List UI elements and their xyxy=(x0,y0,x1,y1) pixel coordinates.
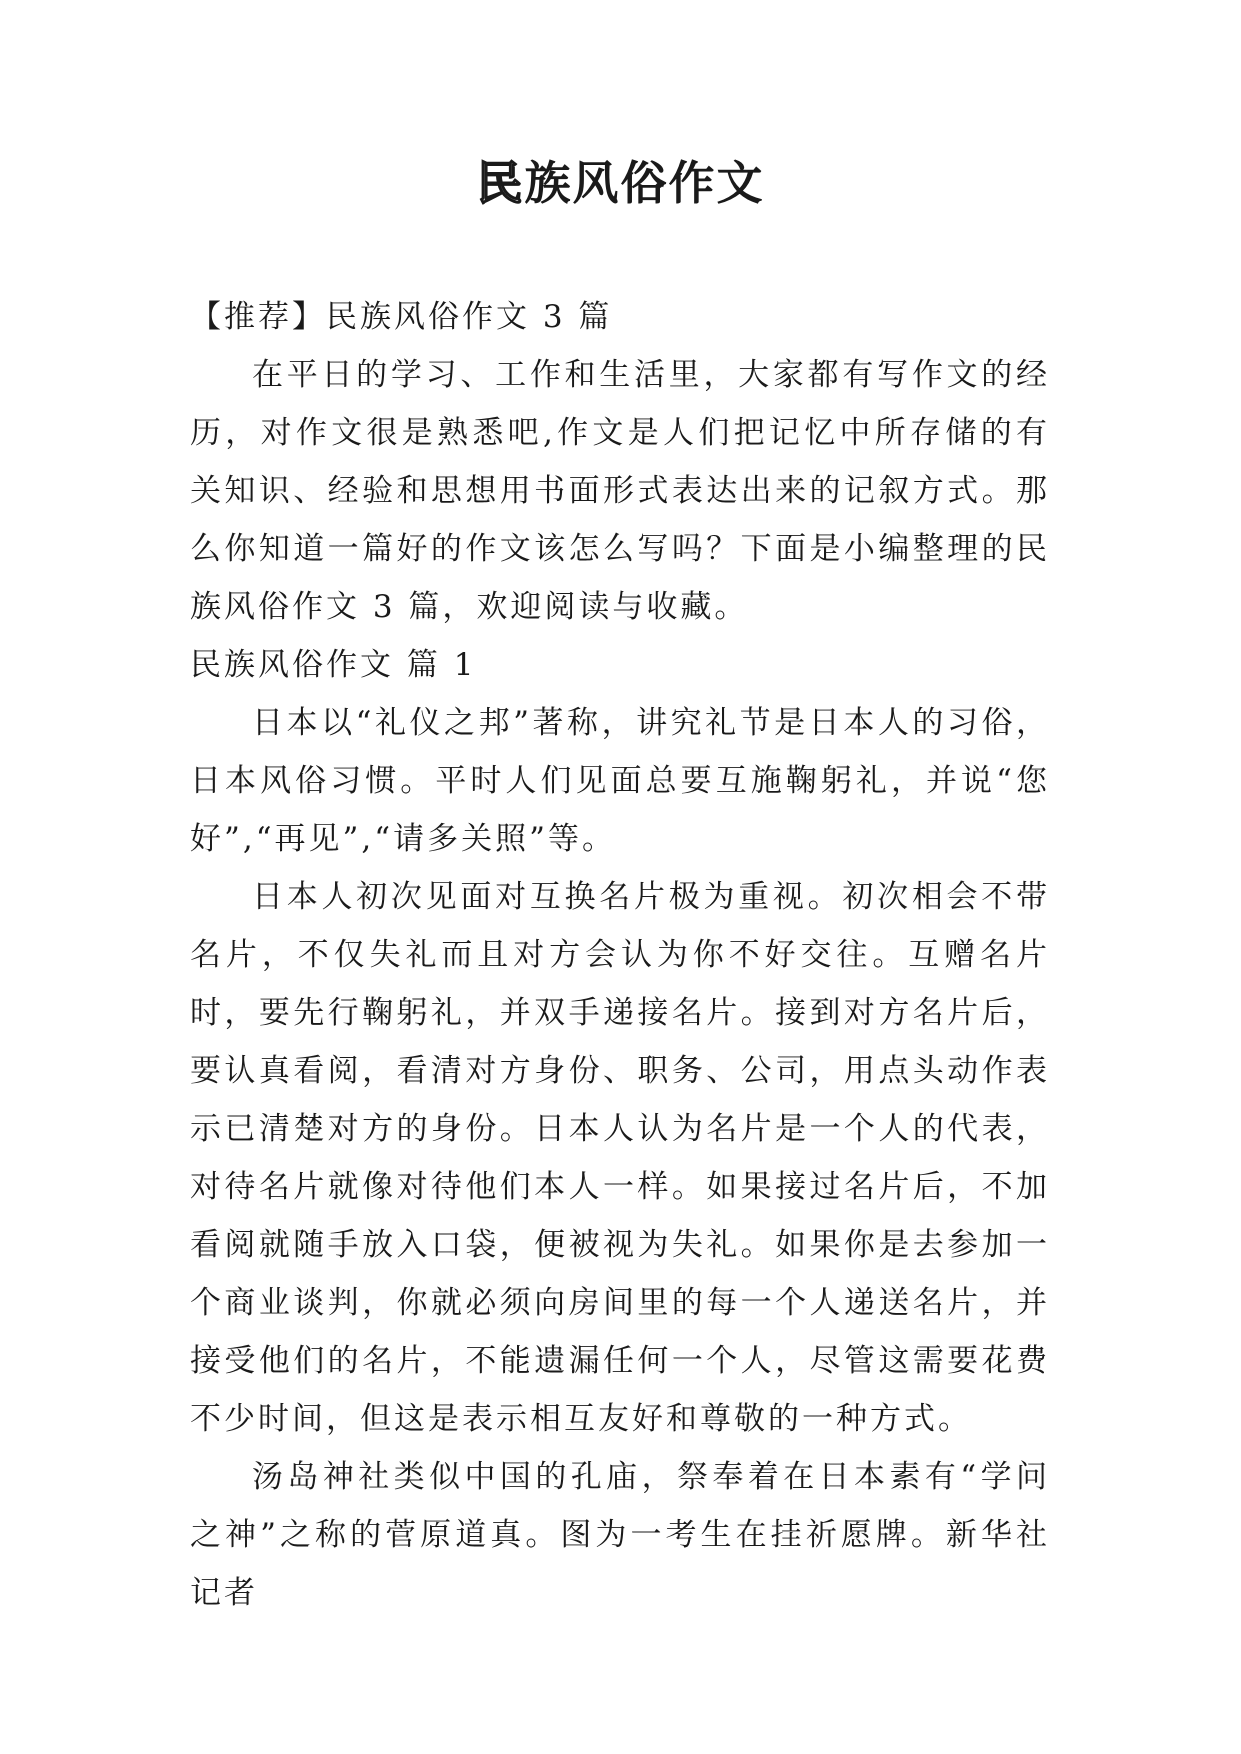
paragraph-2: 日本人初次见面对互换名片极为重视。初次相会不带名片，不仅失礼而且对方会认为你不好交往。互赠名片时，要先行鞠躬礼，并双手递接名片。接到对方名片后，要认真看阅，看清对方身份、职务、公司，用点头动作表示已清楚对方的身份。日本人认为名片是一个人的代表，对待名片就像对待他们本人一样。如果接过名片后，不加看阅就随手放入口袋，便被视为失礼。如果你是去参加一个商业谈判，你就必须向房间里的每一个人递送名片，并接受他们的名片，不能遗漏任何一个人，尽管这需要花费不少时间，但这是表示相互友好和尊敬的一种方式。 xyxy=(190,879,1050,1437)
page-title xyxy=(0,148,1241,218)
paragraph-1: 日本以“礼仪之邦”著称，讲究礼节是日本人的习俗，日本风俗习惯。平时人们见面总要互施鞠躬礼，并说“您好”,“再见”,“请多关照”等。 xyxy=(190,705,1050,857)
section-heading: 民族风俗作文 篇 1 xyxy=(190,647,477,683)
document-body xyxy=(190,288,1050,1622)
title-rest: 族风俗作文 xyxy=(524,156,765,210)
title-first-char: 民 xyxy=(476,156,525,210)
paragraph-3: 汤岛神社类似中国的孔庙，祭奉着在日本素有“学问之神”之称的菅原道真。图为一考生在挂祈愿牌。新华社记者 xyxy=(190,1459,1050,1611)
subtitle: 【推荐】民族风俗作文 3 篇 xyxy=(190,299,613,335)
intro-paragraph: 在平日的学习、工作和生活里，大家都有写作文的经历，对作文很是熟悉吧,作文是人们把记忆中所存储的有关知识、经验和思想用书面形式表达出来的记叙方式。那么你知道一篇好的作文该怎么写吗？下面是小编整理的民族风俗作文 3 篇，欢迎阅读与收藏。 xyxy=(190,357,1050,625)
